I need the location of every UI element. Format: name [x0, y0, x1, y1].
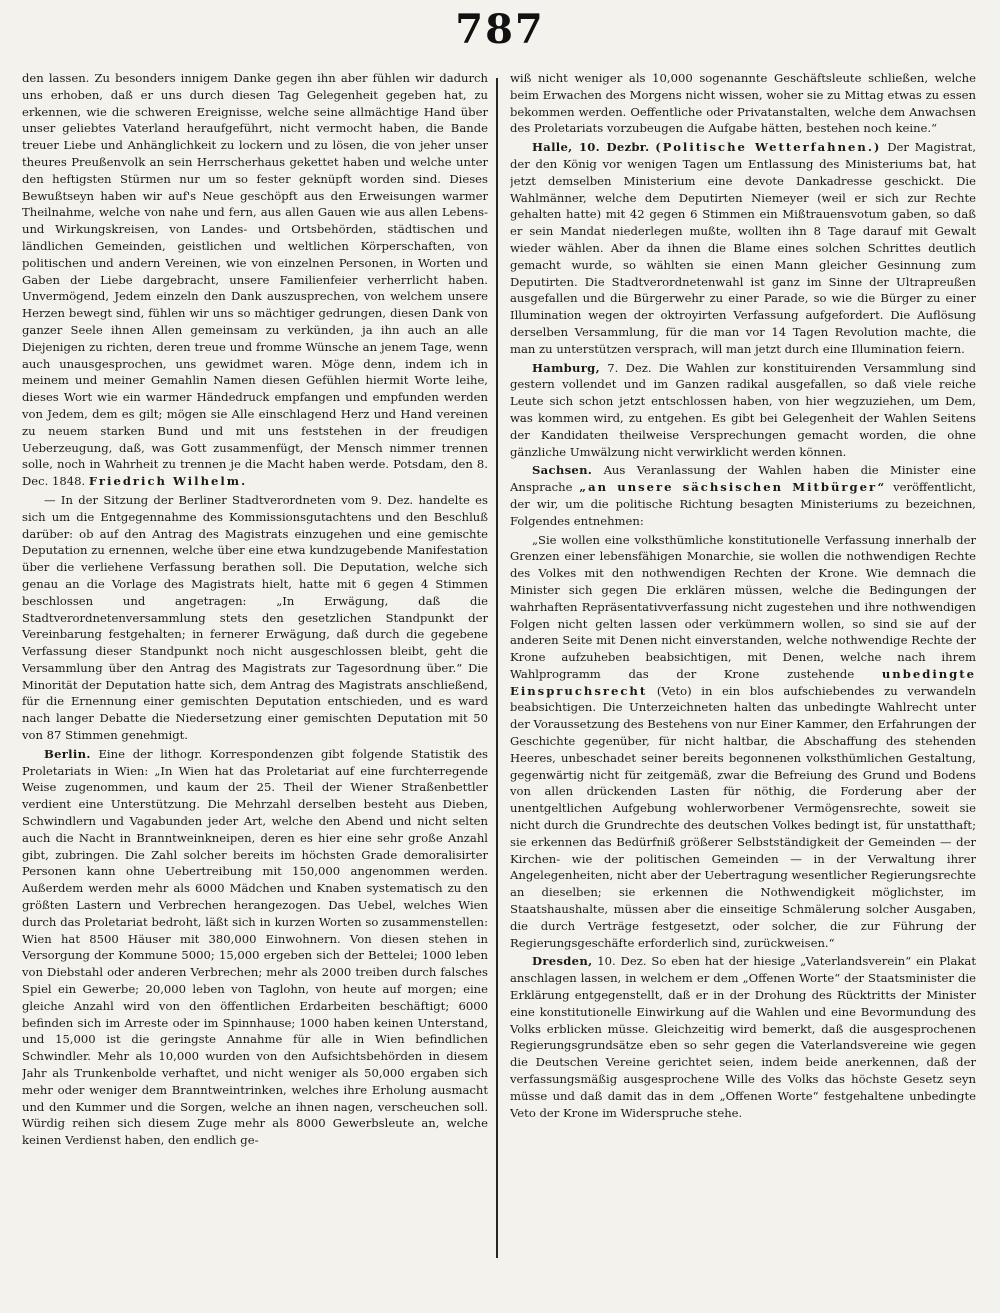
paragraph-text: den lassen. Zu besonders innigem Danke gegen ihn aber fühlen wir dadurch uns erhoben, daß er uns durch diesen Tag Gelegenheit gegeben hat, zu erkennen, wie die schweren Ereignisse, welche seine allmächtige Hand über unser geliebtes Vaterland heraufgeführt, nicht vermocht haben, die Bande treuer Liebe und Anhänglichkeit zu lockern und zu lösen, die von jeher unser theures Preußenvolk an sein Herrscherhaus gekettet haben und welche unter den heftigsten Stürmen nur um so fester geknüpft worden sind. Dieses Bewußtseyn haben wir auf's Neue geschöpft aus den Erweisungen warmer Theilnahme, welche von nahe und fern, aus allen Gauen wie aus allen Lebens- und Wirkungskreisen, von Landes- und Ortsbehörden, städtischen und ländlichen Gemeinden, geistlichen und weltlichen Körperschaften, von politischen und andern Vereinen, wie von einzelnen Personen, in Worten und Gaben der Liebe dargebracht, unsere Familienfeier verherrlicht haben. Unvermögend, Jedem einzeln den Dank auszusprechen, von welchem unsere Herzen bewegt sind, fühlen wir uns so mächtiger gedrungen, diesen Dank von ganzer Seele ihnen Allen gemeinsam zu verkünden, ja ihn auch an alle Diejenigen zu richten, deren treue und fromme Wünsche an jenem Tage, wenn auch unausgesprochen, uns gewidmet waren. Möge denn, indem ich in meinem und meiner Gemahlin Namen diesen Gefühlen hiermit Worte leihe, dieses Wort wie ein warmer Händedruck empfangen und empfunden werden von Jedem, dem es gilt; mögen sie Alle einschlagend Herz und Hand vereinen zu neuem starken Bund und mit uns feststehen in der freudigen Ueberzeugung, daß, was Gott zusammenfügt, der Mensch nimmer trennen solle, noch in Wahrheit zu trennen je die Macht haben werde. Potsdam, den 8. Dec. 1848. — [22, 71, 488, 489]
emphasized-term: unbedingte Einspruchsrecht — [510, 666, 976, 698]
column-divider — [496, 78, 498, 1258]
paragraph-text: „Sie wollen eine volksthümliche konstitutionelle Verfassung innerhalb der Grenzen einer lebensfähigen Monarchie, sie wollen die nothwendigen Rechte des Volkes mit den nothwendigen Rechten der Krone. Wie demnach die Minister sich gegen Die erklären müssen, welche die Bedingungen der wahrhaften Repräsentativverfassung nicht zugestehen und ihre nothwendigen Folgen nicht gelten lassen oder verkümmern wollen, so sind sie auf der anderen Seite mit Denen nicht einverstanden, welche nothwendige Rechte der Krone aufzuheben beabsichtigen, mit Denen, welche nach ihrem Wahlprogramm das der Krone zustehende — [510, 532, 976, 681]
dateline: Halle, 10. Dezbr. — [532, 140, 650, 155]
article-paragraph — [510, 70, 976, 137]
article-paragraph — [22, 746, 488, 1149]
article-paragraph — [510, 953, 976, 1121]
article-paragraph — [510, 360, 976, 461]
left-column — [22, 70, 488, 1255]
article-paragraph — [22, 70, 488, 490]
dateline: Hamburg, — [532, 360, 600, 375]
paragraph-text: Eine der lithogr. Korrespondenzen gibt folgende Statistik des Proletariats in Wien: „In Wien hat das Proletariat auf eine furchterregende Weise zugenommen, und kaum der 25. Theil der Wiener Straßenbettler verdient eine Unterstützung. Die Mehrzahl derselben besteht aus Dieben, Schwindlern und Vagabunden jeder Art, welche den Abend und nicht selten auch die Nacht in Branntweinkneipen, deren es hier eine sehr große Anzahl gibt, zubringen. Die Zahl solcher bereits im höchsten Grade demoralisirter Personen kann ohne Uebertreibung mit 150,000 angenommen werden. Außerdem werden mehr als 6000 Mädchen und Knaben systematisch zu den größten Lastern und Verbrechen herangezogen. Das Uebel, welches Wien durch das Proletariat bedroht, läßt sich in kurzen Worten so zusammenstellen: Wien hat 8500 Häuser mit 380,000 Einwohnern. Von diesen stehen in Versorgung der Kommune 5000; 15,000 ergeben sich der Bettelei; 1000 leben von Diebstahl oder anderen Verbrechen; mehr als 2000 treiben durch falsches Spiel ein Gewerbe; 20,000 leben von Taglohn, von heute auf morgen; eine gleiche Anzahl wird von den öffentlichen Erdarbeiten beschäftigt; 6000 befinden sich im Arreste oder im Spinnhause; 1000 haben keinen Unterstand, und 15,000 ist die geringste Annahme für alle in Wien befindlichen Schwindler. Mehr als 10,000 wurden von den Aufsichtsbehörden in diesem Jahr als Trunkenbolde verhaftet, und nicht weniger als 50,000 ergaben sich mehr oder weniger dem Branntweintrinken, welches ihre Erholung ausmacht und den Kummer und die Sorgen, welche an ihnen nagen, verscheuchen soll. Würdig reihen sich diesem Zuge mehr als 8000 Gewerbsleute an, welche keinen Verdienst haben, den endlich ge- — [22, 746, 488, 1148]
page-number: 787 — [455, 6, 545, 53]
royal-signature: Friedrich Wilhelm. — [88, 474, 248, 489]
article-paragraph — [510, 139, 976, 357]
dateline: Sachsen. — [532, 463, 593, 478]
paragraph-text: 10. Dez. So eben hat der hiesige „Vaterlandsverein“ ein Plakat anschlagen lassen, in welchem er dem „Offenen Worte“ der Staatsminister die Erklärung entgegenstellt, daß er in der Drohung des Rücktritts der Minister eine konstitutionelle Einwirkung auf die Wahlen und eine Bevormundung des Volks erblicken müsse. Gleichzeitig wird bemerkt, daß die ausgesprochenen Regierungsgrundsätze eben so sehr gegen die Vaterlandsvereine wie gegen die Deutschen Vereine gerichtet seien, indem beide anerkennen, daß der verfassungsmäßig ausgesprochene Wille des Volks das höchste Gesetz seyn müsse und daß damit das in dem „Offenen Worte“ festgehaltene unbedingte Veto der Krone im Widerspruche stehe. — [510, 954, 976, 1120]
right-column — [510, 70, 976, 1255]
paragraph-text: (Veto) in ein blos aufschiebendes zu verwandeln beabsichtigen. Die Unterzeichneten halten das unbedingte Wahlrecht unter der Voraussetzung des Bestehens von nur Einer Kammer, den Erfahrungen der Geschichte gegenüber, für nicht haltbar, die Abschaffung des stehenden Heeres, unbeschadet seiner bereits begonnenen volksthümlichen Gestaltung, gegenwärtig nicht für zeitgemäß, zwar die Befreiung des Grund und Bodens von allen drückenden Lasten für nöthig, die Forderung aber der unentgeltlichen Aufgebung wohlerworbener Vermögensrechte, soweit sie nicht durch die Grundrechte des deutschen Volkes bedingt ist, für unstatthaft; sie erkennen das Bedürfniß größerer Selbstständigkeit der Gemeinden — der Kirchen- wie der politischen Gemeinden — in der Verwaltung ihrer Angelegenheiten, nicht aber der Uebertragung wesentlicher Regierungsrechte an dieselben; sie erkennen die Nothwendigkeit möglichster, im Staatshaushalte, müssen aber die einseitige Schmälerung solcher Ausgaben, die durch Verträge festgesetzt, oder solcher, die zur Führung der Regierungsgeschäfte erforderlich sind, zurückweisen.“ — [510, 683, 976, 950]
paragraph-text: veröffentlicht, der wir, um die politische Richtung besagten Ministeriums zu bezeichnen, Folgendes entnehmen: — [510, 480, 976, 528]
article-paragraph — [22, 492, 488, 744]
dateline: Berlin. — [44, 746, 91, 761]
dateline: Dresden, — [532, 954, 593, 969]
article-paragraph — [510, 462, 976, 529]
address-title: „an unsere sächsischen Mitbürger“ — [579, 480, 887, 495]
article-paragraph — [510, 532, 976, 952]
paragraph-text: wiß nicht weniger als 10,000 sogenannte Geschäftsleute schließen, welche beim Erwachen des Morgens nicht wissen, woher sie zu Mittag etwas zu essen bekommen werden. Oeffentliche oder Privatanstalten, welche dem Anwachsen des Proletariats vorzubeugen die Aufgabe hätten, bestehen noch keine.“ — [510, 71, 976, 136]
article-heading: (Politische Wetterfahnen.) — [655, 140, 882, 155]
paragraph-text: Der Magistrat, der den König vor wenigen Tagen um Entlassung des Ministeriums bat, hat jetzt demselben Ministerium eine devote Dankadresse geschickt. Die Wahlmänner, welche dem Deputirten Niemeyer (weil er sich zur Rechte gehalten hatte) mit 42 gegen 6 Stimmen ein Mißtrauensvotum gaben, so daß er sein Mandat niederlegen mußte, wollten ihn 8 Tage darauf mit Gewalt wieder wählen. Aber da ihnen die Blame eines solchen Schrittes deutlich gemacht wurde, so wählten sie einen Mann gleicher Gesinnung zum Deputirten. Die Stadtverordnetenwahl ist ganz im Sinne der Ultrapreußen ausgefallen und die Bürgerwehr zu einer Parade, so wie die Bürger zu einer Illumination wegen der oktroyirten Verfassung aufgefordert. Die Auflösung derselben Versammlung, für die man vor 14 Tagen Revolution machte, die man zu unterstützen versprach, will man jetzt durch eine Illumination feiern. — [510, 140, 976, 356]
paragraph-text: — In der Sitzung der Berliner Stadtverordneten vom 9. Dez. handelte es sich um die Entgegennahme des Kommissionsgutachtens und den Beschluß darüber: ob auf den Antrag des Magistrats einzugehen und eine gemischte Deputation zu ernennen, welche über eine etwa kundzugebende Manifestation über die verliehene Verfassung berathen soll. Die Deputation, welche sich genau an die Vorlage des Magistrats hielt, hatte mit 6 gegen 4 Stimmen beschlossen und angetragen: „In Erwägung, daß die Stadtverordnetenversammlung stets den gesetzlichen Standpunkt der Vereinbarung festgehalten; in fernerer Erwägung, daß durch die gegebene Verfassung dieser Standpunkt noch nicht ausgeschlossen bleibt, geht die Versammlung über den Antrag des Magistrats zur Tagesordnung über.“ Die Minorität der Deputation hatte sich, dem Antrag des Magistrats anschließend, für die Ernennung einer gemischten Deputation entschieden, und es ward nach langer Debatte die Niedersetzung einer gemischten Deputation mit 50 von 87 Stimmen genehmigt. — [22, 492, 488, 743]
paragraph-text: 7. Dez. Die Wahlen zur konstituirenden Versammlung sind gestern vollendet und im Ganzen radikal ausgefallen, so daß viele reiche Leute sich schon jetzt entschlossen haben, von hier wegzuziehen, um Dem, was kommen wird, zu entgehen. Es gibt bei Gelegenheit der Wahlen Seitens der Kandidaten theilweise Versprechungen gemacht worden, die ohne gänzliche Umwälzung nicht verwirklicht werden können. — [510, 360, 976, 459]
paragraph-text: Aus Veranlassung der Wahlen haben die Minister eine Ansprache — [510, 463, 976, 495]
